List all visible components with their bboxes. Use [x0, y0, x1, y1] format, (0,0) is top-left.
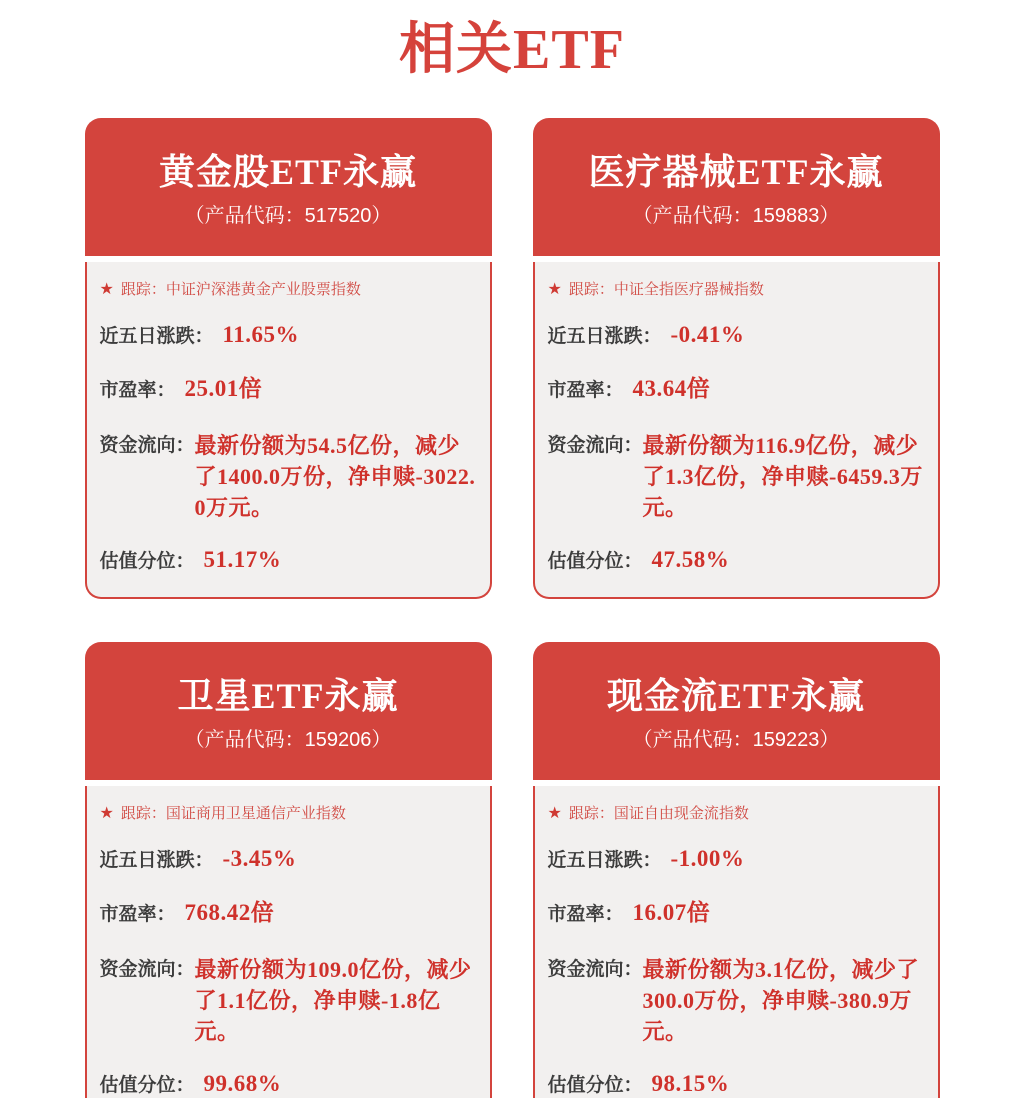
card-header — [85, 642, 492, 780]
etf-name: 黄金股ETF永赢 — [158, 152, 417, 192]
star-icon: ★ — [99, 281, 114, 298]
tracking-index: 国证自由现金流指数 — [613, 805, 749, 822]
five-day-change-value: -1.00% — [670, 846, 745, 871]
card-body — [533, 262, 940, 599]
fund-flow-row — [100, 430, 476, 523]
valuation-percentile-row — [100, 1071, 476, 1098]
fund-flow-value: 最新份额为3.1亿份，减少了300.0万份，净申赎-380.9万元。 — [642, 957, 920, 1044]
pe-ratio-value: 25.01倍 — [184, 376, 263, 401]
tracking-label: 跟踪： — [120, 805, 166, 822]
product-code: （产品代码：159883） — [632, 205, 840, 227]
fund-flow-label: 资金流向： — [547, 959, 643, 980]
product-code: （产品代码：159223） — [632, 729, 840, 751]
pe-ratio-label: 市盈率： — [99, 380, 176, 401]
five-day-change-row — [548, 846, 924, 874]
five-day-change-label: 近五日涨跌： — [99, 326, 214, 347]
pe-ratio-label: 市盈率： — [547, 380, 624, 401]
etf-name: 卫星ETF永赢 — [177, 676, 399, 716]
five-day-change-label: 近五日涨跌： — [99, 850, 214, 871]
five-day-change-value: 11.65% — [222, 322, 299, 347]
etf-card-satellite — [85, 642, 492, 1098]
fund-flow-row — [548, 430, 924, 523]
valuation-percentile-label: 估值分位： — [99, 1075, 195, 1096]
tracking-row — [548, 280, 924, 300]
fund-flow-label: 资金流向： — [99, 435, 195, 456]
tracking-label: 跟踪： — [568, 281, 614, 298]
card-header — [533, 642, 940, 780]
fund-flow-value: 最新份额为54.5亿份，减少了1400.0万份，净申赎-3022.0万元。 — [194, 433, 476, 520]
etf-name: 现金流ETF永赢 — [606, 676, 865, 716]
tracking-index: 中证沪深港黄金产业股票指数 — [165, 281, 361, 298]
tracking-label: 跟踪： — [568, 805, 614, 822]
tracking-label: 跟踪： — [120, 281, 166, 298]
pe-ratio-row — [548, 900, 924, 928]
etf-card-cash-flow — [533, 642, 940, 1098]
page-title: 相关ETF — [399, 19, 625, 81]
valuation-percentile-row — [100, 547, 476, 575]
five-day-change-label: 近五日涨跌： — [547, 326, 662, 347]
pe-ratio-label: 市盈率： — [99, 904, 176, 925]
tracking-index: 国证商用卫星通信产业指数 — [165, 805, 346, 822]
tracking-index: 中证全指医疗器械指数 — [613, 281, 764, 298]
etf-card-grid — [85, 118, 940, 1098]
star-icon: ★ — [99, 805, 114, 822]
five-day-change-label: 近五日涨跌： — [547, 850, 662, 871]
five-day-change-row — [548, 322, 924, 350]
valuation-percentile-value: 47.58% — [651, 547, 730, 572]
pe-ratio-row — [100, 900, 476, 928]
fund-flow-row — [548, 954, 924, 1047]
star-icon: ★ — [547, 281, 562, 298]
five-day-change-row — [100, 322, 476, 350]
star-icon: ★ — [547, 805, 562, 822]
fund-flow-row — [100, 954, 476, 1047]
pe-ratio-row — [548, 376, 924, 404]
card-body — [533, 786, 940, 1098]
tracking-row — [100, 280, 476, 300]
fund-flow-label: 资金流向： — [99, 959, 195, 980]
etf-card-medical-devices — [533, 118, 940, 599]
five-day-change-value: -0.41% — [670, 322, 745, 347]
product-code: （产品代码：517520） — [184, 205, 392, 227]
valuation-percentile-value: 99.68% — [203, 1071, 282, 1096]
tracking-row — [100, 804, 476, 824]
valuation-percentile-row — [548, 547, 924, 575]
pe-ratio-value: 16.07倍 — [632, 900, 711, 925]
valuation-percentile-value: 51.17% — [203, 547, 282, 572]
valuation-percentile-value: 98.15% — [651, 1071, 730, 1096]
card-header — [85, 118, 492, 256]
pe-ratio-value: 768.42倍 — [184, 900, 275, 925]
card-body — [85, 786, 492, 1098]
fund-flow-value: 最新份额为116.9亿份，减少了1.3亿份，净申赎-6459.3万元。 — [642, 433, 923, 520]
card-body — [85, 262, 492, 599]
valuation-percentile-label: 估值分位： — [547, 551, 643, 572]
product-code: （产品代码：159206） — [184, 729, 392, 751]
etf-name: 医疗器械ETF永赢 — [588, 152, 884, 192]
tracking-row — [548, 804, 924, 824]
pe-ratio-value: 43.64倍 — [632, 376, 711, 401]
card-header — [533, 118, 940, 256]
valuation-percentile-label: 估值分位： — [99, 551, 195, 572]
valuation-percentile-row — [548, 1071, 924, 1098]
five-day-change-value: -3.45% — [222, 846, 297, 871]
pe-ratio-label: 市盈率： — [547, 904, 624, 925]
five-day-change-row — [100, 846, 476, 874]
valuation-percentile-label: 估值分位： — [547, 1075, 643, 1096]
fund-flow-label: 资金流向： — [547, 435, 643, 456]
etf-card-gold-stock — [85, 118, 492, 599]
fund-flow-value: 最新份额为109.0亿份，减少了1.1亿份，净申赎-1.8亿元。 — [194, 957, 472, 1044]
pe-ratio-row — [100, 376, 476, 404]
